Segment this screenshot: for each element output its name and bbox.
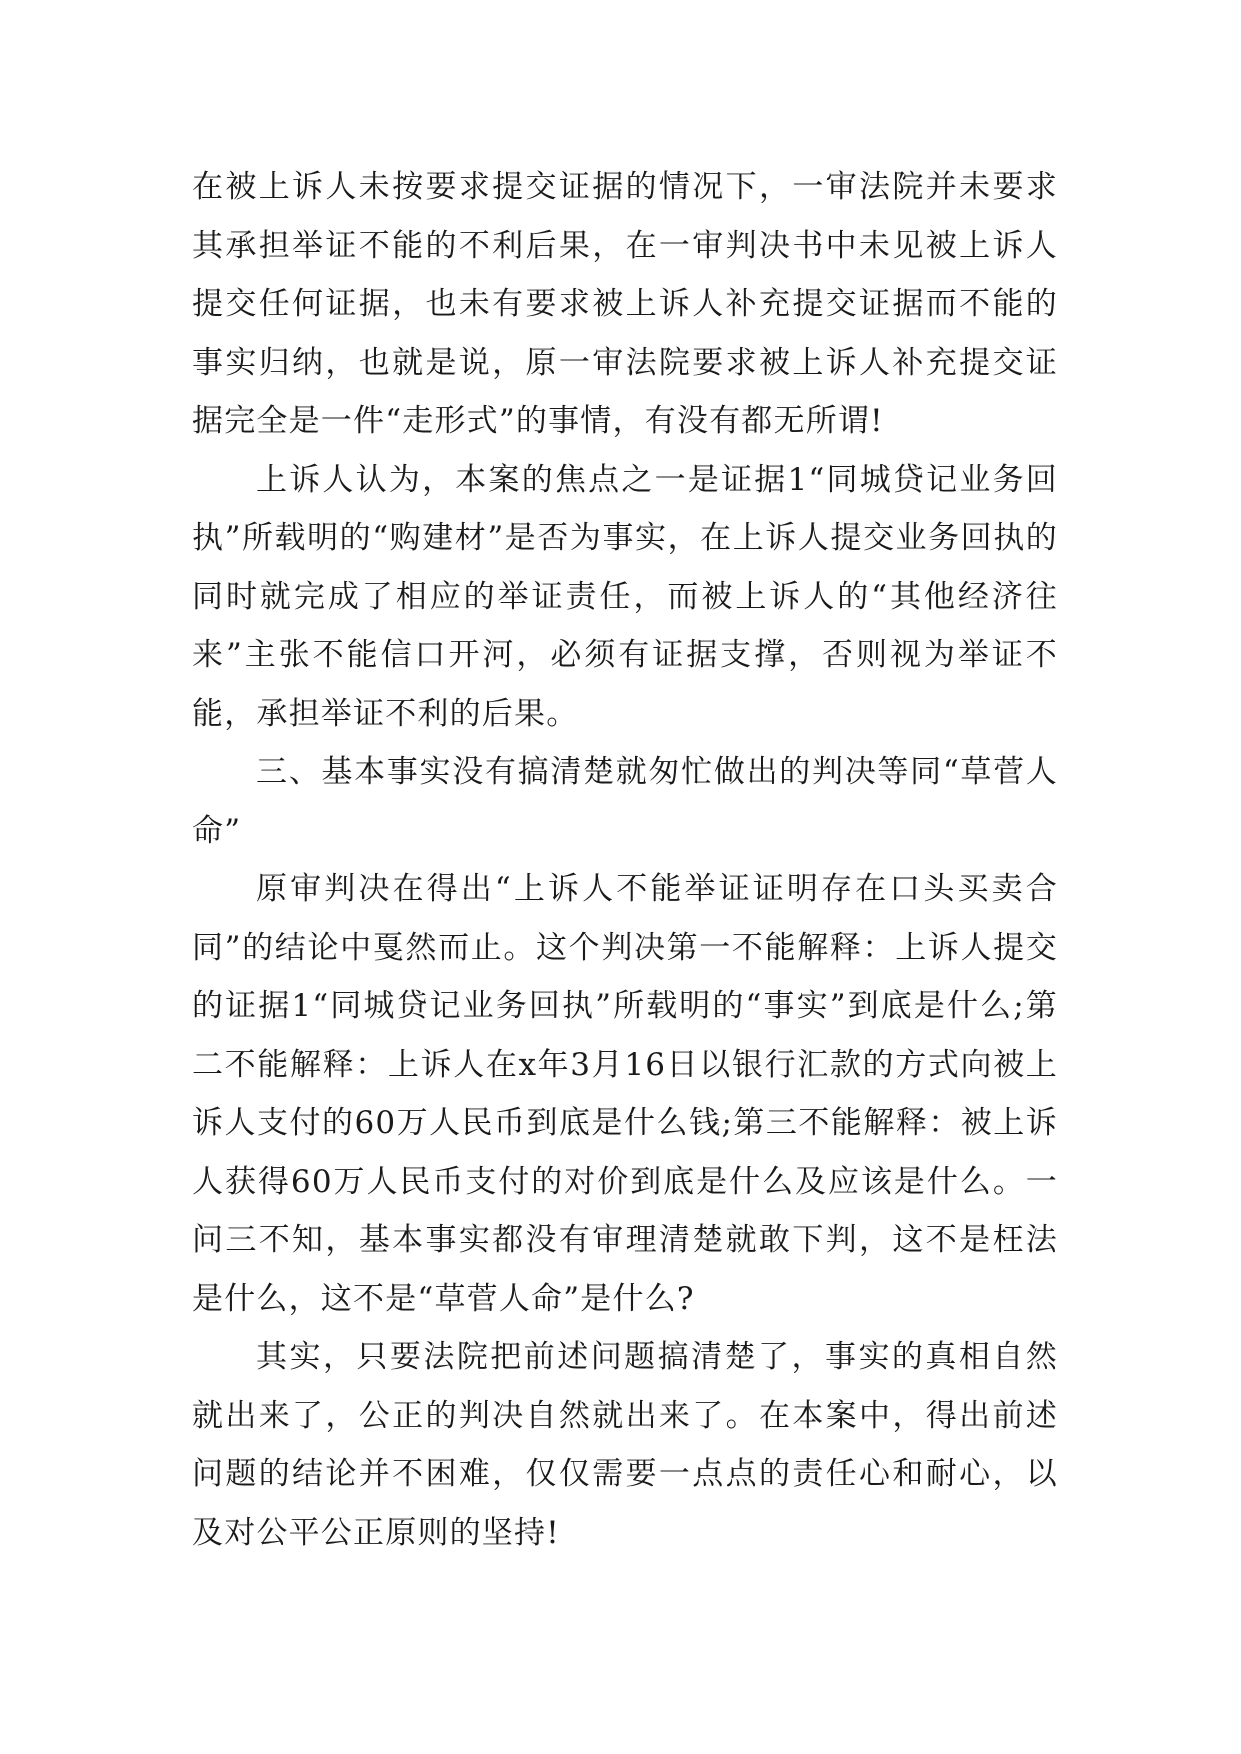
paragraph-1: 在被上诉人未按要求提交证据的情况下，一审法院并未要求其承担举证不能的不利后果，在一审判决书中未见被上诉人提交任何证据，也未有要求被上诉人补充提交证据而不能的事实归纳，也就是说，原一审法院要求被上诉人补充提交证据完全是一件“走形式”的事情，有没有都无所谓! — [192, 169, 1058, 439]
section-heading-3: 三、基本事实没有搞清楚就匆忙做出的判决等同“草菅人命” — [192, 754, 1058, 849]
paragraph-4: 原审判决在得出“上诉人不能举证证明存在口头买卖合同”的结论中戛然而止。这个判决第一不能解释：上诉人提交的证据1“同城贷记业务回执”所载明的“事实”到底是什么;第二不能解释：上诉人在x年3月16日以银行汇款的方式向被上诉人支付的60万人民币到底是什么钱;第三不能解释：被上诉人获得60万人民币支付的对价到底是什么及应该是什么。一问三不知，基本事实都没有审理清楚就敢下判，这不是枉法是什么，这不是“草菅人命”是什么? — [192, 871, 1058, 1317]
paragraph-5: 其实，只要法院把前述问题搞清楚了，事实的真相自然就出来了，公正的判决自然就出来了。在本案中，得出前述问题的结论并不困难，仅仅需要一点点的责任心和耐心，以及对公平公正原则的坚持! — [192, 1339, 1058, 1551]
paragraph-2: 上诉人认为，本案的焦点之一是证据1“同城贷记业务回执”所载明的“购建材”是否为事实，在上诉人提交业务回执的同时就完成了相应的举证责任，而被上诉人的“其他经济往来”主张不能信口开河，必须有证据支撑，否则视为举证不能，承担举证不利的后果。 — [192, 461, 1058, 732]
document-body — [192, 158, 1058, 1562]
